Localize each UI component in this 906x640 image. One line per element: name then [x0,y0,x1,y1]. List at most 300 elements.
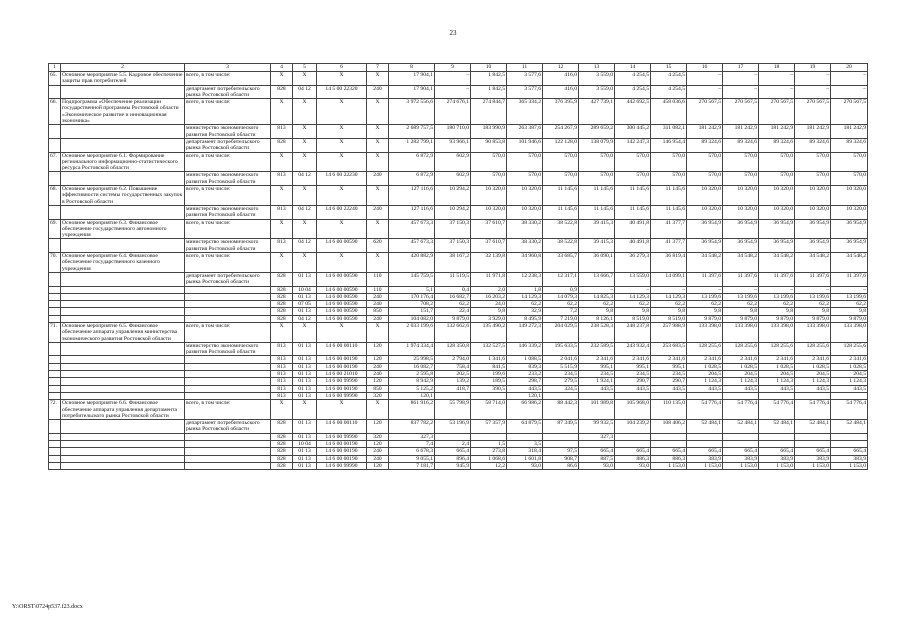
activity-name-cell: Подпрограмма «Обеспечение реализации государственной программы Ростовской области «Экономическое развитие и инновационная экономика» [61,99,185,125]
value-cell: 234,5 [579,371,615,378]
value-cell: 12,2 [471,462,507,469]
value-cell: 120 [367,462,389,469]
value-cell: X [293,253,317,273]
value-cell: 120 [367,441,389,448]
value-cell: 665,4 [615,448,651,455]
value-cell: 9,8 [687,308,723,315]
value-cell: 104 239,2 [615,420,651,434]
value-cell: 54 776,4 [759,400,795,420]
row-number-cell: 66. [49,99,61,125]
value-cell: 443,5 [651,385,687,392]
value-cell: 135 490,2 [471,322,507,342]
value-cell [471,433,507,440]
value-cell: 01 13 [293,308,317,315]
value-cell: 105 968,0 [615,400,651,420]
value-cell [507,433,543,440]
activity-name-cell [61,455,185,462]
value-cell: 665,4 [723,448,759,455]
value-cell: 570,0 [543,152,579,172]
executor-cell: министерство экономического развития Ростовской области [185,342,271,356]
value-cell: 38 167,2 [435,253,471,273]
value-cell: 127 116,6 [389,205,435,219]
value-cell: X [271,253,293,273]
value-cell: 11 145,6 [543,186,579,206]
value-cell: 34 548,2 [831,253,868,273]
activity-name-cell [61,363,185,370]
value-cell: 01 13 [293,371,317,378]
column-header: 11 [507,64,543,72]
value-cell: 240 [367,205,389,219]
value-cell [759,392,795,399]
value-cell: 01 13 [293,293,317,300]
executor-cell: министерство экономического развития Ростовской области [185,239,271,253]
value-cell: 54 776,4 [831,400,868,420]
table-row [49,385,868,392]
activity-name-cell [61,138,185,152]
value-cell: 9 879,0 [795,315,831,322]
value-cell: 12 238,3 [507,272,543,286]
value-cell: 828 [271,301,293,308]
value-cell: 180 710,0 [435,125,471,139]
value-cell: 87 349,5 [543,420,579,434]
value-cell: 2,0 [471,286,507,293]
file-path-footer: Y:\ORST\0724p537.f23.docx [12,604,83,610]
value-cell [651,433,687,440]
value-cell: 2 595,8 [389,371,435,378]
value-cell: 828 [271,448,293,455]
value-cell: 274 844,7 [471,99,507,125]
value-cell: 3 972 556,6 [389,99,435,125]
table-row [49,99,868,125]
table-row [49,293,868,300]
value-cell: 240 [367,363,389,370]
value-cell: 13 199,6 [759,293,795,300]
value-cell [471,392,507,399]
value-cell [687,392,723,399]
row-number-cell [49,342,61,356]
value-cell: 14 6 00 99990 [317,433,367,440]
table-row [49,322,868,342]
row-number-cell: 69. [49,219,61,239]
value-cell: 0,9 [543,286,579,293]
value-cell: 365 334,2 [507,99,543,125]
value-cell: 240 [367,448,389,455]
value-cell: 416,0 [543,72,579,86]
value-cell: 311 082,1 [651,125,687,139]
value-cell: 110 [367,286,389,293]
value-cell: 195 633,5 [543,342,579,356]
value-cell: X [317,125,367,139]
value-cell: 6 872,9 [389,172,435,186]
row-number-cell [49,239,61,253]
value-cell: 828 [271,85,293,99]
value-cell: 142 247,3 [615,138,651,152]
value-cell: 10 320,0 [687,205,723,219]
value-cell: 3 577,6 [507,85,543,99]
activity-name-cell: Основное мероприятие 6.5. Финансовое обеспечение аппарата управления министерства экономического развития Ростовской области [61,322,185,342]
activity-name-cell [61,385,185,392]
value-cell: 243 932,4 [615,342,651,356]
value-cell: 570,0 [651,152,687,172]
value-cell: 8 519,0 [651,315,687,322]
value-cell: X [367,186,389,206]
value-cell: X [271,322,293,342]
executor-cell [185,441,271,448]
value-cell: 52 484,1 [831,420,868,434]
value-cell [831,433,868,440]
value-cell: 10 320,0 [471,186,507,206]
value-cell: 290,7 [651,378,687,385]
value-cell: 04 12 [293,85,317,99]
value-cell: 10 320,0 [759,205,795,219]
value-cell: 570,0 [471,152,507,172]
value-cell: 14 6 00 00190 [317,448,367,455]
value-cell: 13 559,0 [615,272,651,286]
value-cell: 11 397,6 [795,272,831,286]
value-cell: 2 341,6 [759,356,795,363]
value-cell: 1 153,0 [687,462,723,469]
value-cell: 14 099,1 [651,272,687,286]
value-cell: 665,4 [651,448,687,455]
column-header: 14 [615,64,651,72]
activity-name-cell [61,308,185,315]
value-cell: 813 [271,342,293,356]
value-cell: 99 932,5 [579,420,615,434]
value-cell [543,433,579,440]
executor-cell [185,315,271,322]
value-cell [615,392,651,399]
value-cell: 11 145,6 [615,205,651,219]
value-cell: 40 491,8 [615,239,651,253]
value-cell: 8 126,1 [579,315,615,322]
value-cell: 38 522,8 [543,239,579,253]
value-cell: 9 055,1 [389,455,435,462]
value-cell: 850 [367,385,389,392]
value-cell: 139,2 [435,378,471,385]
value-cell: 25 998,5 [389,356,435,363]
activity-name-cell [61,420,185,434]
value-cell: 37 610,7 [471,219,507,239]
value-cell: 88 442,3 [543,400,579,420]
value-cell: 37 150,3 [435,219,471,239]
value-cell: 14 6 00 00190 [317,455,367,462]
table-row [49,356,868,363]
row-number-cell [49,462,61,469]
value-cell: 14 129,3 [615,293,651,300]
value-cell: 4 254,5 [651,72,687,86]
value-cell: X [271,99,293,125]
value-cell: 828 [271,433,293,440]
value-cell: 1 842,5 [471,85,507,99]
value-cell: 10 320,0 [723,205,759,219]
value-cell: 7,2 [543,308,579,315]
value-cell: – [687,286,723,293]
value-cell: 8 942,9 [389,378,435,385]
value-cell: 253 683,5 [651,342,687,356]
value-cell: 36 954,9 [723,239,759,253]
value-cell: – [759,85,795,99]
value-cell: 36 954,9 [687,219,723,239]
value-cell: 443,5 [795,385,831,392]
value-cell: 66 986,2 [507,400,543,420]
value-cell: X [367,138,389,152]
value-cell: 270 567,5 [831,99,868,125]
column-header: 17 [723,64,759,72]
executor-cell [185,293,271,300]
value-cell: 39 415,3 [579,239,615,253]
value-cell: 570,0 [723,172,759,186]
value-cell: 133 398,0 [795,322,831,342]
value-cell: 11 397,6 [687,272,723,286]
column-header: 18 [759,64,795,72]
value-cell: 120 [367,420,389,434]
value-cell: 32 139,8 [471,253,507,273]
value-cell: 04 12 [293,315,317,322]
value-cell: 127 116,6 [389,186,435,206]
value-cell: 1 068,6 [471,455,507,462]
value-cell: 443,5 [723,385,759,392]
value-cell: – [579,286,615,293]
value-cell: 01 13 [293,448,317,455]
value-cell: 10 294,2 [435,186,471,206]
value-cell: 9,8 [831,308,868,315]
value-cell: 5 125,2 [389,385,435,392]
value-cell: 11 145,6 [651,205,687,219]
value-cell: 620 [367,239,389,253]
value-cell: 828 [271,138,293,152]
column-header: 9 [435,64,471,72]
value-cell: 828 [271,455,293,462]
row-number-cell [49,138,61,152]
value-cell: 570,0 [579,152,615,172]
value-cell: 442 692,5 [615,99,651,125]
value-cell: 1 124,3 [723,378,759,385]
value-cell: 52 484,1 [795,420,831,434]
header-row [49,64,868,72]
value-cell: – [831,286,868,293]
executor-cell: всего, в том числе: [185,186,271,206]
value-cell: X [293,400,317,420]
value-cell: 443,5 [579,385,615,392]
value-cell: 34 960,8 [507,253,543,273]
column-header: 19 [795,64,831,72]
value-cell: 62,2 [723,301,759,308]
row-number-cell [49,293,61,300]
value-cell: 1 028,5 [723,363,759,370]
value-cell: 14 6 00 22230 [317,172,367,186]
value-cell: 813 [271,371,293,378]
value-cell: 289 659,2 [579,125,615,139]
value-cell: 01 13 [293,342,317,356]
table-row [49,125,868,139]
value-cell: 240 [367,315,389,322]
value-cell: 14 6 00 00590 [317,293,367,300]
value-cell [759,441,795,448]
value-cell: 34 548,2 [759,253,795,273]
table-row [49,462,868,469]
value-cell: 300 445,2 [615,125,651,139]
value-cell [831,392,868,399]
activity-name-cell: Основное мероприятие 6.4. Финансовое обеспечение государственного казенного учреждения [61,253,185,273]
value-cell: 11 397,6 [759,272,795,286]
executor-cell: всего, в том числе: [185,72,271,86]
value-cell: 17 904,1 [389,72,435,86]
value-cell: 4 254,5 [651,85,687,99]
value-cell: 886,3 [651,455,687,462]
value-cell: 8 495,9 [507,315,543,322]
value-cell: 11 145,6 [579,186,615,206]
table-row [49,253,868,273]
value-cell: 995,1 [615,363,651,370]
value-cell [759,433,795,440]
value-cell: 13 199,6 [795,293,831,300]
value-cell: 110 [367,272,389,286]
value-cell: 837 782,2 [389,420,435,434]
value-cell [723,433,759,440]
activity-name-cell: Основное мероприятие 6.2. Повышение эффективности системы государственных закупок в Ростовской области [61,186,185,206]
value-cell: 54 776,4 [795,400,831,420]
value-cell: 149 272,3 [507,322,543,342]
value-cell: 9 879,0 [435,315,471,322]
value-cell: 828 [271,315,293,322]
value-cell: – [615,286,651,293]
value-cell: 11 145,6 [543,205,579,219]
executor-cell [185,392,271,399]
value-cell: X [271,219,293,239]
value-cell: 3 559,0 [579,85,615,99]
value-cell: 62,2 [795,301,831,308]
value-cell: 13 666,7 [579,272,615,286]
value-cell: 10 320,0 [507,186,543,206]
value-cell: 602,9 [435,172,471,186]
value-cell: X [293,152,317,172]
value-cell: 14 6 00 00110 [317,420,367,434]
value-cell: 01 13 [293,455,317,462]
row-number-cell [49,378,61,385]
value-cell: X [271,152,293,172]
value-cell: 133 398,0 [831,322,868,342]
value-cell: 120 [367,356,389,363]
value-cell [723,441,759,448]
executor-cell [185,356,271,363]
value-cell: 3 577,6 [507,72,543,86]
table-row [49,392,868,399]
value-cell: 146 954,4 [651,138,687,152]
value-cell: 2 341,6 [795,356,831,363]
value-cell: 3 929,0 [471,315,507,322]
activity-name-cell [61,342,185,356]
value-cell: 01 13 [293,356,317,363]
table-row [49,371,868,378]
value-cell: X [317,99,367,125]
value-cell: 570,0 [615,152,651,172]
value-cell: 383,9 [795,455,831,462]
executor-cell: всего, в том числе: [185,219,271,239]
value-cell: 10 04 [293,441,317,448]
value-cell: 813 [271,378,293,385]
row-number-cell [49,356,61,363]
activity-name-cell [61,239,185,253]
value-cell: 1 124,3 [831,378,868,385]
value-cell: 0,4 [435,286,471,293]
value-cell: X [367,400,389,420]
value-cell: 2 041,6 [543,356,579,363]
value-cell [435,392,471,399]
value-cell: 14 079,3 [543,293,579,300]
value-cell: X [293,186,317,206]
value-cell: 52 484,1 [687,420,723,434]
column-header: 2 [61,64,185,72]
value-cell: 1 842,5 [471,72,507,86]
value-cell: 16 682,7 [435,293,471,300]
column-header: 6 [317,64,367,72]
table-row [49,239,868,253]
value-cell: X [271,400,293,420]
value-cell: 1 153,0 [723,462,759,469]
value-cell: 128 350,8 [435,342,471,356]
value-cell: 57 357,9 [471,420,507,434]
value-cell: 14 6 00 00590 [317,272,367,286]
row-number-cell [49,125,61,139]
value-cell: 234,5 [615,371,651,378]
table-row [49,342,868,356]
row-number-cell [49,205,61,219]
value-cell: 270 567,5 [795,99,831,125]
value-cell: X [293,322,317,342]
value-cell: 828 [271,462,293,469]
column-header: 5 [293,64,317,72]
value-cell: 2 689 757,5 [389,125,435,139]
value-cell: 1 601,8 [507,455,543,462]
value-cell: 9,8 [615,308,651,315]
value-cell: 240 [367,172,389,186]
value-cell: 327,3 [579,433,615,440]
activity-name-cell [61,172,185,186]
value-cell: 14 6 00 22240 [317,205,367,219]
value-cell: X [367,219,389,239]
value-cell: X [271,72,293,86]
value-cell: 240 [367,301,389,308]
executor-cell [185,301,271,308]
value-cell: X [317,322,367,342]
value-cell: 37 150,3 [435,239,471,253]
value-cell: 101 989,8 [579,400,615,420]
value-cell: 204,5 [759,371,795,378]
value-cell: – [723,286,759,293]
value-cell: 01 13 [293,272,317,286]
row-number-cell: 68. [49,186,61,206]
value-cell: 318,4 [507,448,543,455]
value-cell: 232 589,5 [579,342,615,356]
value-cell: 17 904,1 [389,85,435,99]
executor-cell: всего, в том числе: [185,322,271,342]
table-row [49,448,868,455]
value-cell: 10 04 [293,286,317,293]
executor-cell: департамент потребительского рынка Ростовской области [185,420,271,434]
value-cell: 443,5 [759,385,795,392]
value-cell: 327,3 [389,433,435,440]
value-cell: 14 6 00 00590 [317,315,367,322]
table-row [49,420,868,434]
value-cell: 22,4 [435,308,471,315]
value-cell: 11 397,6 [831,272,868,286]
value-cell: 233,2 [507,371,543,378]
value-cell: – [435,85,471,99]
value-cell: 10 320,0 [795,186,831,206]
value-cell: 145 759,5 [389,272,435,286]
value-cell: 01 13 [293,378,317,385]
row-number-cell: 72. [49,400,61,420]
